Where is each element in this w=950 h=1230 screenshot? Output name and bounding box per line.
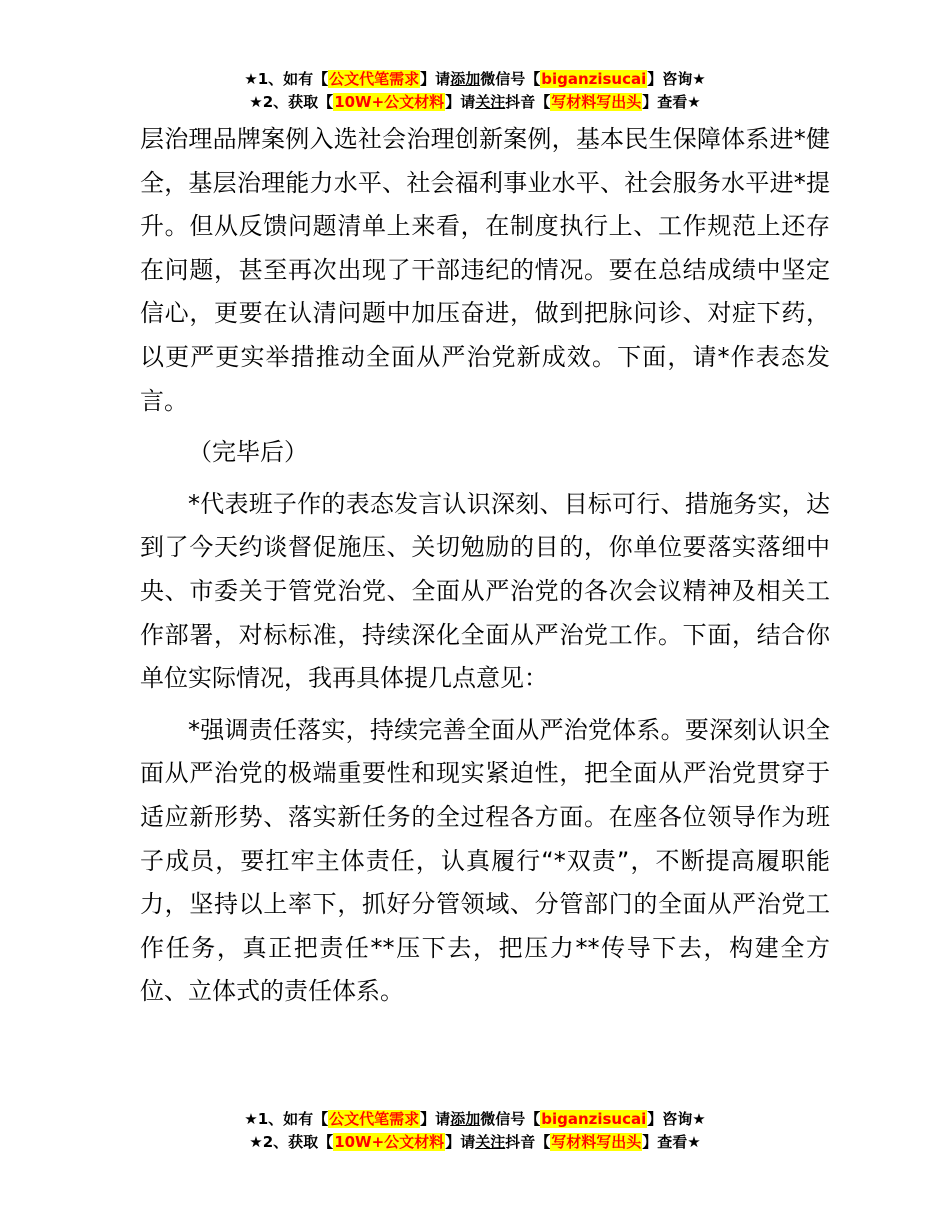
paragraph: （完毕后） xyxy=(188,438,308,467)
paragraph: *强调责任落实，持续完善全面从严治党体系。要深刻认识全面从严治党的极端重要性和现实紧迫性，把全面从严治党贯穿于适应新形势、落实新任务的全过程各方面。在座各位领导作为班子成员，要扛牢主体责任，认真履行“*双责”，不断提高履职能力，坚持以上率下，抓好分管领域、分管部门的全面从严治党工作任务，真正把责任**压下去，把压力**传导下去，构建全方位、立体式的责任体系。 xyxy=(140,715,830,1006)
banner-highlight: 写材料写出头 xyxy=(551,93,642,111)
document-body xyxy=(140,118,830,1014)
banner-line-2: ★2、获取【10W+公文材料】请关注抖音【写材料写出头】查看★ xyxy=(249,1133,701,1151)
banner-highlight: 公文代笔需求 xyxy=(329,1110,420,1128)
banner-highlight: 10W+公文材料 xyxy=(334,93,445,111)
footer-banner xyxy=(0,1108,950,1154)
banner-highlight: 写材料写出头 xyxy=(551,1133,642,1151)
header-banner xyxy=(0,68,950,114)
paragraph: 层治理品牌案例入选社会治理创新案例，基本民生保障体系进*健全，基层治理能力水平、社会福利事业水平、社会服务水平进*提升。但从反馈问题清单上来看，在制度执行上、工作规范上还存在问题，甚至再次出现了干部违纪的情况。要在总结成绩中坚定信心，更要在认清问题中加压奋进，做到把脉问诊、对症下药，以更严更实举措推动全面从严治党新成效。下面，请*作表态发言。 xyxy=(140,125,830,415)
banner-highlight: 10W+公文材料 xyxy=(334,1133,445,1151)
banner-highlight: 公文代笔需求 xyxy=(329,70,420,88)
banner-line-2: ★2、获取【10W+公文材料】请关注抖音【写材料写出头】查看★ xyxy=(249,93,701,111)
banner-line-1: ★1、如有【公文代笔需求】请添加微信号【biganzisucai】咨询★ xyxy=(244,1110,706,1128)
paragraph: *代表班子作的表态发言认识深刻、目标可行、措施务实，达到了今天约谈督促施压、关切勉励的目的，你单位要落实落细中央、市委关于管党治党、全面从严治党的各次会议精神及相关工作部署，对标标准，持续深化全面从严治党工作。下面，结合你单位实际情况，我再具体提几点意见： xyxy=(140,489,830,693)
banner-highlight: biganzisucai xyxy=(541,1110,647,1128)
banner-highlight: biganzisucai xyxy=(541,70,647,88)
banner-line-1: ★1、如有【公文代笔需求】请添加微信号【biganzisucai】咨询★ xyxy=(244,70,706,88)
